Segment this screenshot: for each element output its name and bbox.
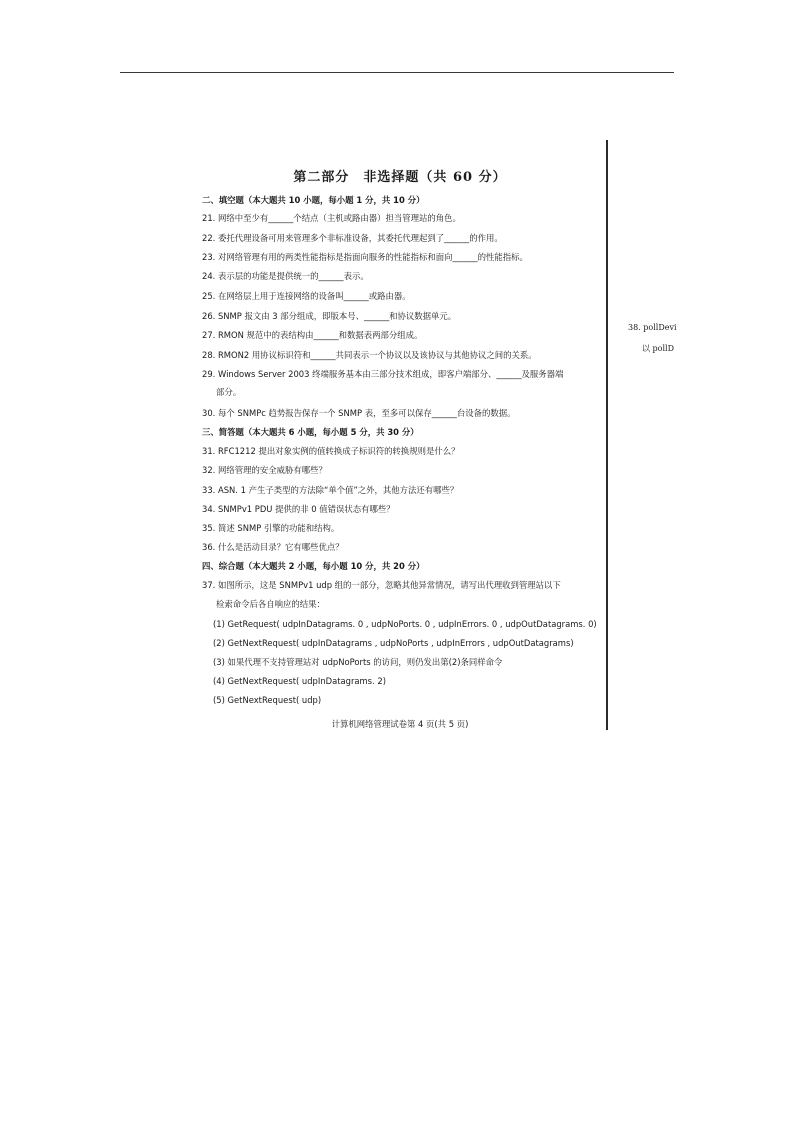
question-29-line-2: 部分。 — [216, 387, 242, 397]
question-30: 30. 每个 SNMPc 趋势报告保存一个 SNMP 表，至多可以保存______台设备的数据。 — [202, 408, 516, 418]
question-32: 32. 网络管理的安全威胁有哪些？ — [202, 465, 327, 475]
page-footer: 计算机网络管理试卷第 4 页(共 5 页) — [331, 719, 469, 729]
question-23: 23. 对网络管理有用的两类性能指标是指面向服务的性能指标和面向______的性能指标。 — [202, 252, 528, 262]
section-short-answer-header: 三、简答题（本大题共 6 小题，每小题 5 分，共 30 分） — [202, 427, 419, 437]
question-35: 35. 简述 SNMP 引擎的功能和结构。 — [202, 523, 340, 533]
question-29-line-1: 29. Windows Server 2003 终端服务基本由三部分技术组成，即客户端部分、______及服务器端 — [202, 369, 564, 379]
question-37-item-5: (5) GetNextRequest( udp) — [213, 695, 322, 705]
question-37-line-1: 37. 如图所示，这是 SNMPv1 udp 组的一部分，忽略其他异常情况，请写出代理收到管理站以下 — [202, 580, 561, 590]
question-24: 24. 表示层的功能是提供统一的______表示。 — [202, 271, 369, 281]
top-horizontal-rule — [120, 72, 674, 73]
question-31: 31. RFC1212 提出对象实例的值转换成子标识符的转换规则是什么？ — [202, 446, 460, 456]
question-26: 26. SNMP 报文由 3 部分组成，即版本号、______和协议数据单元。 — [202, 311, 457, 321]
question-27: 27. RMON 规范中的表结构由______和数据表两部分组成。 — [202, 330, 423, 340]
question-36: 36. 什么是活动目录？它有哪些优点？ — [202, 542, 344, 552]
question-28: 28. RMON2 用协议标识符和______共同表示一个协议以及该协议与其他协议之间的关系。 — [202, 350, 537, 360]
question-33: 33. ASN. 1 产生子类型的方法除“单个值”之外，其他方法还有哪些？ — [202, 485, 459, 495]
question-34: 34. SNMPv1 PDU 提供的非 0 值错误状态有哪些？ — [202, 504, 395, 514]
question-25: 25. 在网络层上用于连接网络的设备叫______或路由器。 — [202, 291, 411, 301]
section-fill-blank-header: 二、填空题（本大题共 10 小题，每小题 1 分，共 10 分） — [202, 195, 425, 205]
question-37-line-2: 检索命令后各自响应的结果： — [216, 599, 325, 609]
question-37-item-2: (2) GetNextRequest( udpInDatagrams , udpNoPorts , udpInErrors , udpOutDatagrams) — [213, 638, 574, 648]
side-question-38-fragment: 38. pollDevi — [628, 323, 677, 332]
question-22: 22. 委托代理设备可用来管理多个非标准设备，其委托代理起到了______的作用。 — [202, 233, 503, 243]
side-question-38-continuation: 以 pollD — [642, 344, 675, 353]
question-37-item-3: (3) 如果代理不支持管理站对 udpNoPorts 的访问，则仍发出第(2)条同样命令 — [213, 657, 503, 667]
page-title: 第二部分 非选择题（共 60 分） — [293, 170, 507, 185]
question-21: 21. 网络中至少有______个结点（主机或路由器）担当管理站的角色。 — [202, 213, 461, 223]
page-fold-line — [606, 140, 608, 730]
section-comprehensive-header: 四、综合题（本大题共 2 小题，每小题 10 分，共 20 分） — [202, 561, 425, 571]
question-37-item-1: (1) GetRequest( udpInDatagrams. 0 , udpNoPorts. 0 , udpInErrors. 0 , udpOutDatagrams. 0) — [213, 619, 597, 629]
question-37-item-4: (4) GetNextRequest( udpInDatagrams. 2) — [213, 676, 386, 686]
